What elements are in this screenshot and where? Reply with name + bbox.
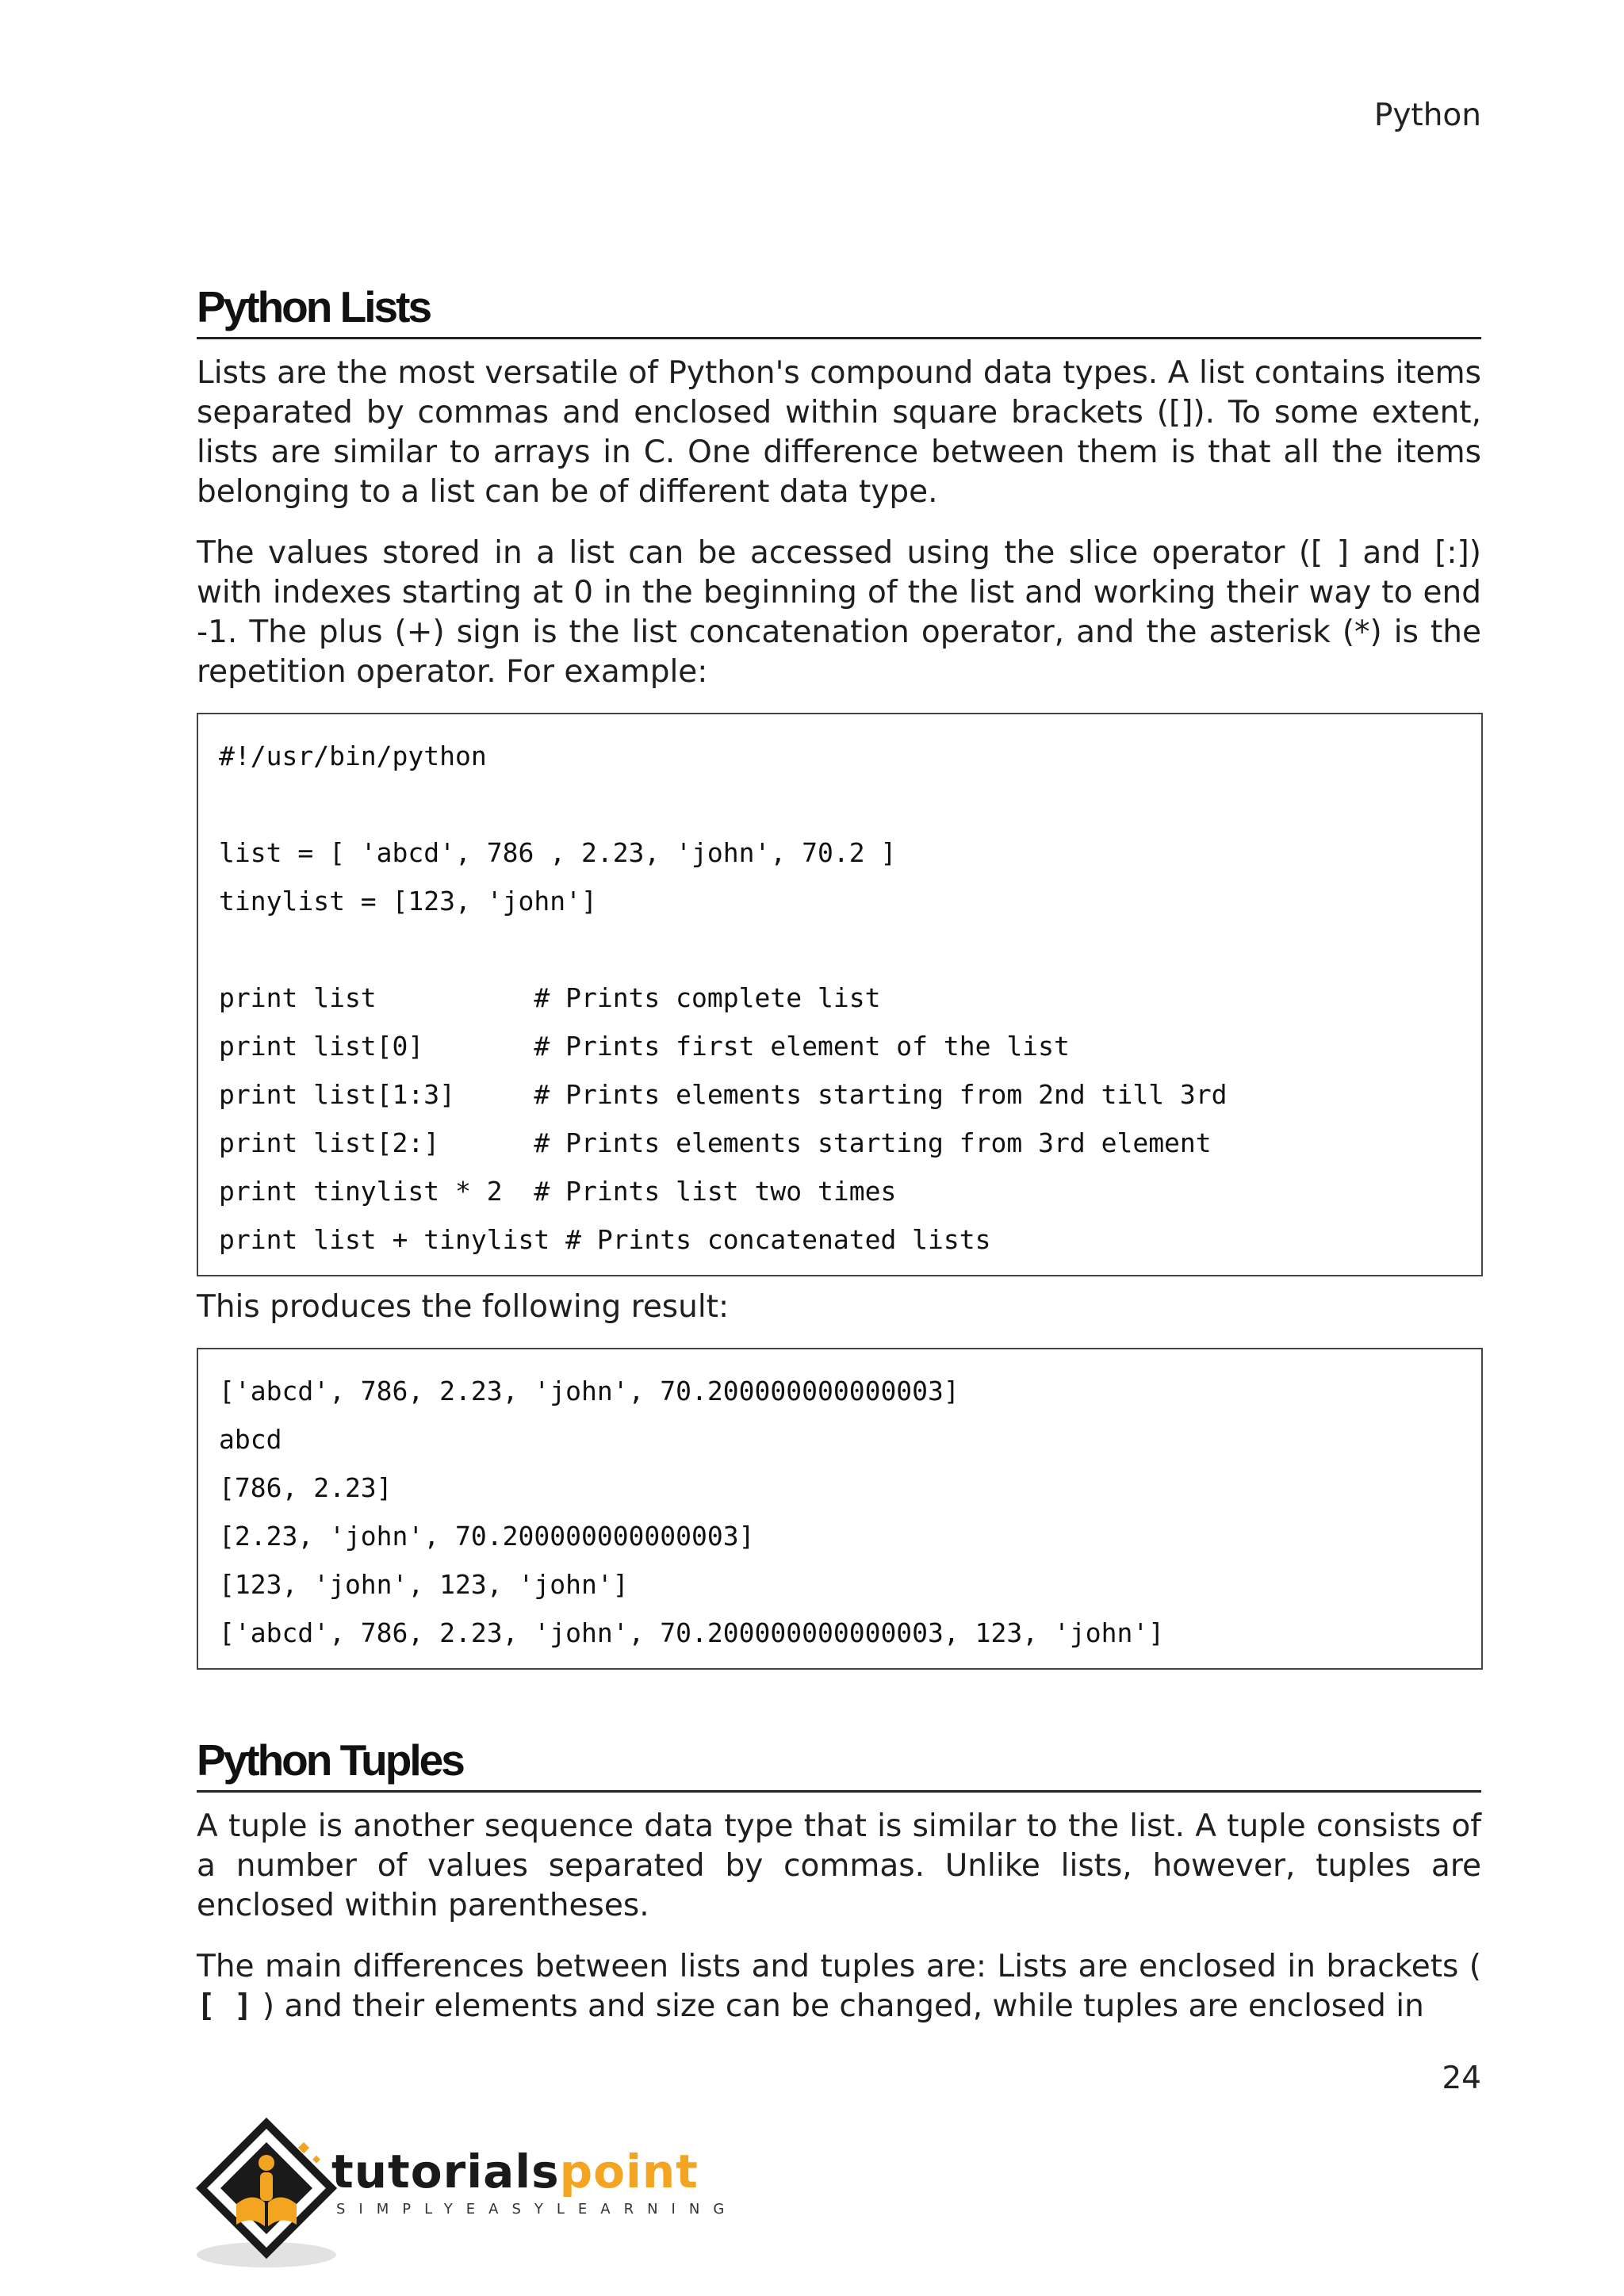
code-line [219, 925, 1461, 974]
differences-text-before: The main differences between lists and tuples are: Lists are enclosed in brackets ( [197, 1949, 1481, 1984]
code-line: print tinylist * 2 # Prints list two times [219, 1176, 897, 1207]
code-line: list = [ 'abcd', 786 , 2.23, 'john', 70.2 ] [219, 837, 897, 868]
section-title-tuples: Python Tuples [197, 1735, 1481, 1793]
code-line: print list + tinylist # Prints concatenated lists [219, 1224, 991, 1255]
lists-paragraph-1: Lists are the most versatile of Python's compound data types. A list contains items separated by commas and enclosed within square brackets ([]). To some extent, lists are similar to arrays in C. One difference between them is that all the items belonging to a list can be of different data type. [197, 355, 1481, 510]
lists-output-block [197, 1348, 1483, 1670]
logo-word-tutorials: tutorials [331, 2145, 560, 2198]
code-line: print list # Prints complete list [219, 982, 881, 1013]
output-line: [123, 'john', 123, 'john'] [219, 1569, 629, 1600]
logo-word-point: point [559, 2145, 699, 2198]
lists-paragraph-2: The values stored in a list can be accessed using the slice operator ([ ] and [:]) with indexes starting at 0 in the beginning of the list and working their way to end -1. The plus (+) sign is the list concatenation operator, and the asterisk (*) is the repetition operator. For example: [197, 535, 1481, 690]
code-line: print list[0] # Prints first element of the list [219, 1031, 1070, 1062]
code-line: print list[2:] # Prints elements starting from 3rd element [219, 1127, 1212, 1158]
page-number: 24 [1442, 2061, 1481, 2096]
page-content [197, 281, 1481, 2026]
code-line: print list[1:3] # Prints elements starting from 2nd till 3rd [219, 1079, 1228, 1110]
code-line: tinylist = [123, 'john'] [219, 886, 597, 916]
output-line: ['abcd', 786, 2.23, 'john', 70.200000000000003, 123, 'john'] [219, 1617, 1165, 1648]
output-line: ['abcd', 786, 2.23, 'john', 70.200000000000003] [219, 1376, 959, 1406]
logo-wordmark [331, 2145, 699, 2198]
code-line: #!/usr/bin/python [219, 740, 487, 771]
output-line: [786, 2.23] [219, 1472, 393, 1503]
tuples-paragraph-1: A tuple is another sequence data type that is similar to the list. A tuple consists of a number of values separated by commas. Unlike lists, however, tuples are enclosed within parentheses. [197, 1808, 1481, 1923]
result-intro: This produces the following result: [197, 1289, 730, 1325]
tuples-paragraph-2 [197, 1947, 1481, 2026]
running-header: Python [1373, 98, 1481, 133]
output-line: [2.23, 'john', 70.200000000000003] [219, 1521, 755, 1552]
lists-code-block [197, 713, 1483, 1276]
code-line [219, 780, 1461, 828]
tutorialspoint-logo [195, 2115, 738, 2274]
differences-text-after: ) and their elements and size can be changed, while tuples are enclosed in [252, 1988, 1424, 2024]
output-line: abcd [219, 1424, 282, 1455]
section-title-lists: Python Lists [197, 281, 1481, 339]
logo-tagline: SIMPLYEASYLEARNING [336, 2201, 738, 2218]
bracket-symbol: [ ] [197, 1988, 253, 2024]
